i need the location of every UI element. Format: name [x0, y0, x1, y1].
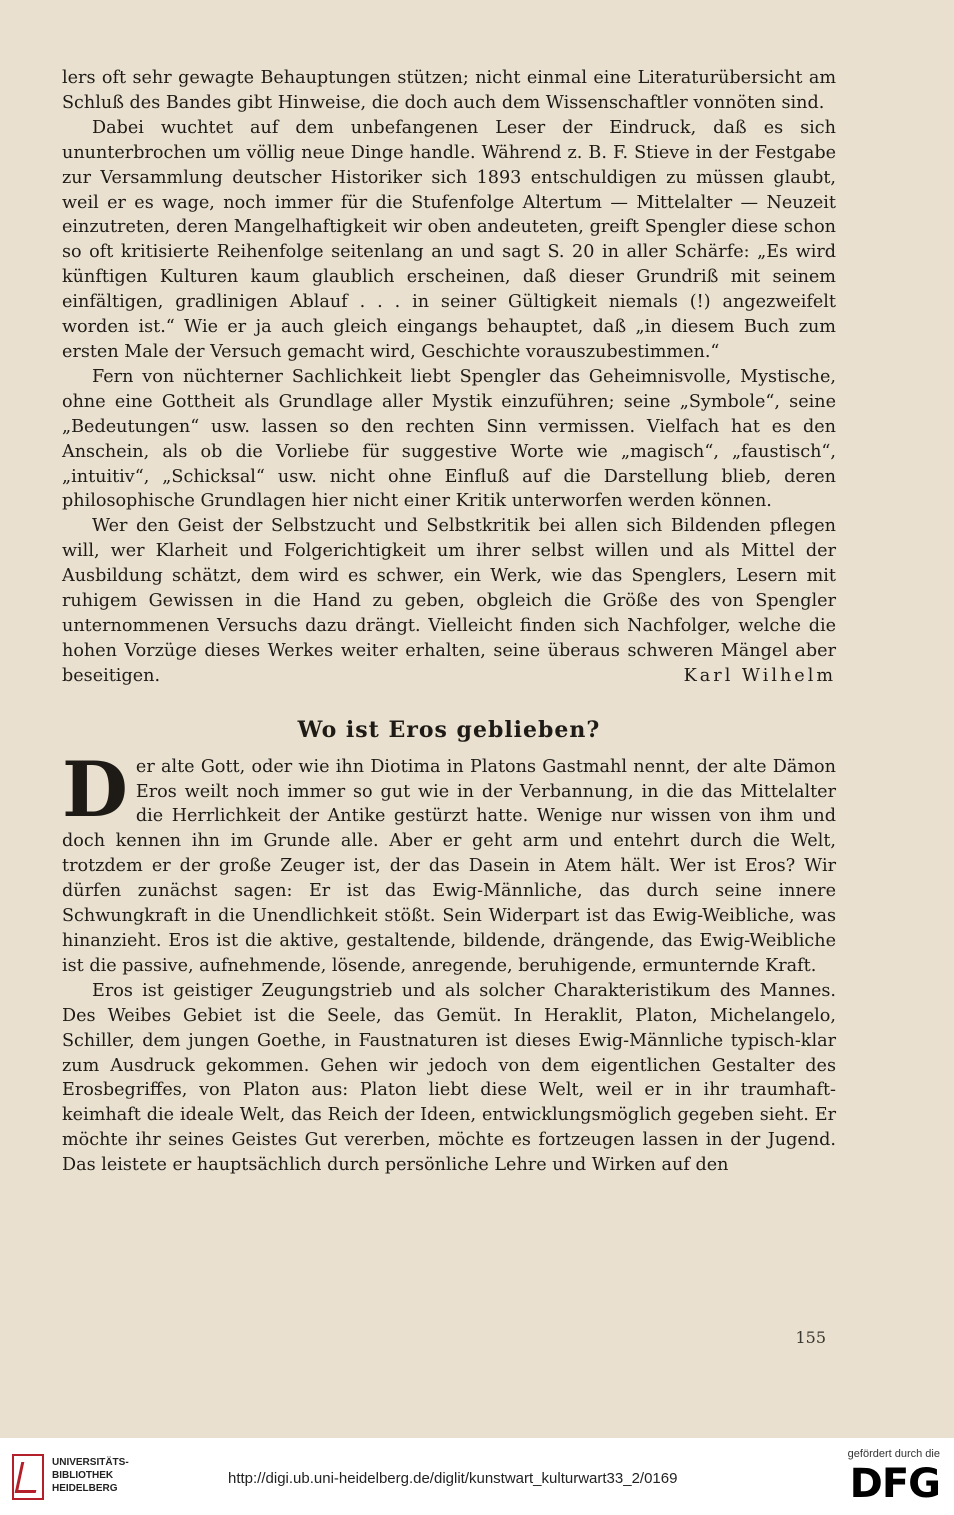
dfg-logo: DFG [849, 1461, 940, 1507]
paragraph: Dabei wuchtet auf dem unbefangenen Leser der Eindruck, daß es sich ununterbrochen um völlig neue Dinge handle. Während z. B. F. Stieve in der Festgabe zur Versammlung deutscher Historiker sich 1893 entschuldigen zu müssen glaubt, weil er es wage, noch immer für die Stufenfolge Altertum — Mittelalter — Neuzeit einzutreten, deren Mangelhaftigkeit wir oben andeuteten, greift Spengler diese schon so oft kritisierte Reihenfolge seitenlang an und sagt S. 20 in aller Schärfe: „Es wird künftigen Kulturen kaum glaublich erscheinen, daß dieser Grundriß mit seinem einfältigen, gradlinigen Ablauf . . . in seiner Gültigkeit niemals (!) angezweifelt worden ist.“ Wie er ja auch gleich eingangs behauptet, daß „in diesem Buch zum ersten Male der Versuch gemacht wird, Geschichte vorauszubestimmen.“ [62, 117, 836, 362]
source-url[interactable]: http://digi.ub.uni-heidelberg.de/diglit/kunstwart_kulturwart33_2/0169 [228, 1470, 678, 1487]
library-name: UNIVERSITÄTS- BIBLIOTHEK HEIDELBERG [52, 1457, 129, 1494]
library-logo-icon [12, 1454, 44, 1500]
author-signature: Karl Wilhelm [683, 665, 836, 686]
paragraph-text: er alte Gott, oder wie ihn Diotima in Platons Gastmahl nennt, der alte Dämon Eros weilt noch immer so gut wie in der Verbannung, in die das Mittelalter die Herrlichkeit der Antike gestürzt hatte. Wenige nur wissen von ihm und doch kennen ihn im Grunde alle. Aber er geht arm und entehrt durch die Welt, trotzdem er der große Zeuger ist, der das Dasein in Atem hält. Wer ist Eros? Wir dürfen zunächst sagen: Er ist das Ewig-Männliche, das durch seine innere Schwungkraft in die Unendlichkeit stößt. Sein Widerpart ist das Ewig-Weibliche, was hinanzieht. Eros ist die aktive, gestaltende, bildende, drängende, das Ewig-Weibliche ist die passive, aufnehmende, lösende, anregende, beruhigende, ermunternde Kraft. [62, 756, 836, 976]
footer-bar [0, 1438, 954, 1515]
paragraph [62, 744, 836, 979]
drop-cap: D [62, 744, 128, 834]
page-number: 155 [795, 1328, 826, 1347]
paragraph [62, 514, 836, 688]
paragraph-text: Wer den Geist der Selbstzucht und Selbstkritik bei allen sich Bildenden pflegen will, wer Klarheit und Folgerichtigkeit um ihrer selbst willen und als Mittel der Ausbildung schätzt, dem wird es schwer, ein Werk, wie das Spenglers, Lesern mit ruhigem Gewissen in die Hand zu geben, obgleich die Größe des von Spengler unternommenen Versuchs dazu drängt. Vielleicht finden sich Nachfolger, welche die hohen Vorzüge dieses Werkes weiter erhalten, seine überaus schweren Mängel aber beseitigen. [62, 516, 836, 686]
article-title: Wo ist Eros geblieben? [297, 716, 601, 743]
paragraph: Fern von nüchterner Sachlichkeit liebt Spengler das Geheimnisvolle, Mystische, ohne eine Gottheit als Grundlage aller Mystik einzuführen; seine „Symbole“, seine „Bedeutungen“ usw. lassen so den rechten Sinn vermissen. Vielfach hat es den Anschein, als ob die Vorliebe für suggestive Worte wie „magisch“, „faustisch“, „intuitiv“, „Schicksal“ usw. nicht ohne Einfluß auf die Darstellung blieb, deren philosophische Grundlagen hier nicht einer Kritik unterworfen werden können. [62, 366, 836, 512]
funder-label: gefördert durch die [847, 1448, 940, 1460]
paragraph: lers oft sehr gewagte Behauptungen stützen; nicht einmal eine Literaturübersicht am Schluß des Bandes gibt Hinweise, die doch auch dem Wissenschaftler vonnöten sind. [62, 68, 836, 113]
page-text [62, 66, 836, 1178]
paragraph: Eros ist geistiger Zeugungstrieb und als solcher Charakteristikum des Mannes. Des Weibes Gebiet ist die Seele, das Gemüt. In Heraklit, Platon, Michelangelo, Schiller, dem jungen Goethe, in Faustnaturen ist dieses Ewig-Männliche typisch-klar zum Ausdruck gekommen. Gehen wir jedoch von dem eigentlichen Gestalter des Erosbegriffes, von Platon aus: Platon liebt diese Welt, weil er in ihr traumhaft-keimhaft die ideale Welt, das Reich der Ideen, entwicklungsmöglich gegeben sieht. Er möchte ihr seines Geistes Gut vererben, möchte es fortzeugen lassen in der Jugend. Das leistete er hauptsächlich durch persönliche Lehre und Wirken auf den [62, 980, 836, 1176]
